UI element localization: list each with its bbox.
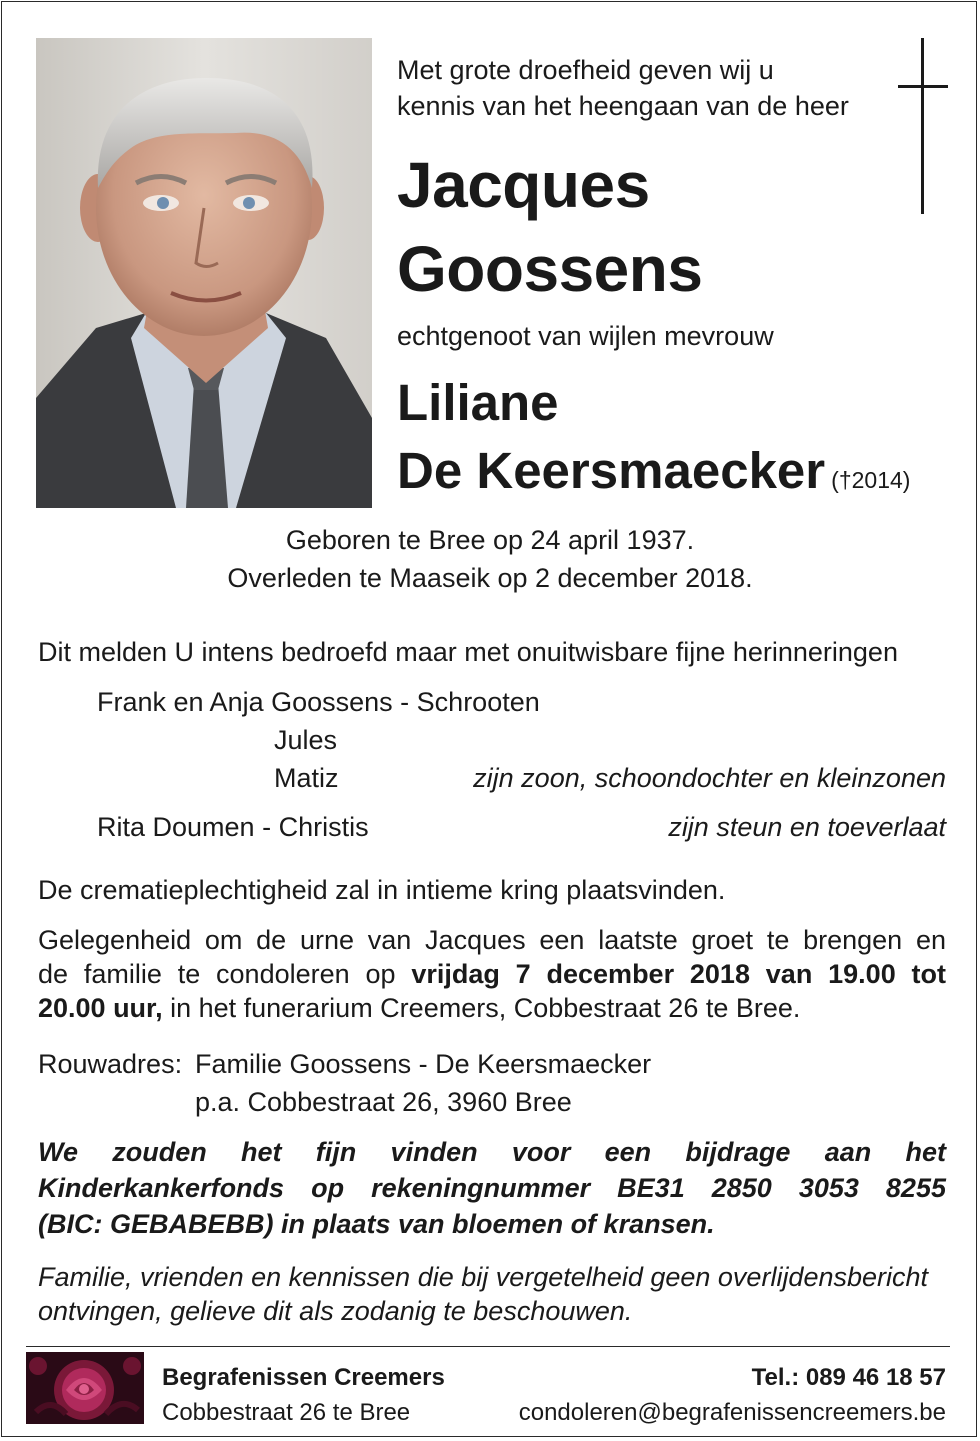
condolence-line-1: Gelegenheid om de urne van Jacques een laatste groet te brengen en [38,925,946,955]
footer-email[interactable]: condoleren@begrafenissencreemers.be [518,1399,946,1426]
intro-line-2: kennis van het heengaan van de heer [397,91,849,121]
rose-logo-icon [26,1352,144,1424]
condolence-line-3 [38,991,946,1025]
obituary-card [1,1,977,1437]
cross-icon [898,38,948,214]
notice-line-1: Familie, vrienden en kennissen die bij vergetelheid geen overlijdensbericht [38,1262,929,1292]
donation-line-3: (BIC: GEBABEBB) in plaats van bloemen of kransen. [38,1209,715,1239]
announcement: Dit melden U intens bedroefd maar met onuitwisbare fijne herinneringen [38,637,898,667]
donation-line-2: Kinderkankerfonds op rekeningnummer BE31 2850 3053 8255 [38,1173,946,1203]
spouse-intro: echtgenoot van wijlen mevrouw [397,321,774,351]
family-relation-1: zijn zoon, schoondochter en kleinzonen [473,763,946,793]
footer-phone: Tel.: 089 46 18 57 [751,1364,946,1391]
notice-paragraph [38,1260,948,1328]
condolence-date: vrijdag 7 december 2018 van 19.00 tot [411,959,947,989]
address-line-2: p.a. Cobbestraat 26, 3960 Bree [195,1087,572,1117]
death-line: Overleden te Maaseik op 2 december 2018. [227,563,753,593]
family-name-2: Jules [274,725,338,755]
birth-line: Geboren te Bree op 24 april 1937. [285,525,695,555]
notice-line-2: ontvingen, gelieve dit als zodanig te beschouwen. [38,1296,633,1326]
condolence-line-2-text: de familie te condoleren op [38,959,412,989]
intro-line-1: Met grote droefheid geven wij u [397,55,774,85]
family-name-1: Frank en Anja Goossens - Schrooten [97,687,540,717]
family-name-3: Matiz [274,763,339,793]
spouse-last-name: De Keersmaecker [397,442,826,499]
address-line-1: Familie Goossens - De Keersmaecker [195,1049,652,1079]
ceremony-text: De crematieplechtigheid zal in intieme kring plaatsvinden. [38,875,726,905]
portrait-illustration [36,38,372,508]
family-relation-2: zijn steun en toeverlaat [668,812,946,842]
deceased-first-name: Jacques [397,149,650,221]
portrait-photo [36,38,372,508]
address-label: Rouwadres: [38,1049,183,1079]
spouse-first-name: Liliane [397,374,559,431]
deceased-last-name: Goossens [397,233,703,305]
donation-paragraph [38,1134,946,1242]
footer-street: Cobbestraat 26 te Bree [162,1399,411,1426]
intro-text [397,52,849,124]
donation-line-1: We zouden het fijn vinden voor een bijdrage aan het [38,1137,946,1167]
condolence-line-2 [38,957,946,991]
footer-company: Begrafenissen Creemers [162,1364,445,1391]
family-name-4: Rita Doumen - Christis [97,812,369,842]
spouse-death-year: (†2014) [831,467,911,493]
condolence-time-end: 20.00 uur, [38,993,163,1023]
footer-divider [26,1346,950,1347]
spouse-last-name-line [397,442,910,509]
condolence-location: in het funerarium Creemers, Cobbestraat 26 te Bree. [162,993,801,1023]
condolence-paragraph [38,923,946,1025]
